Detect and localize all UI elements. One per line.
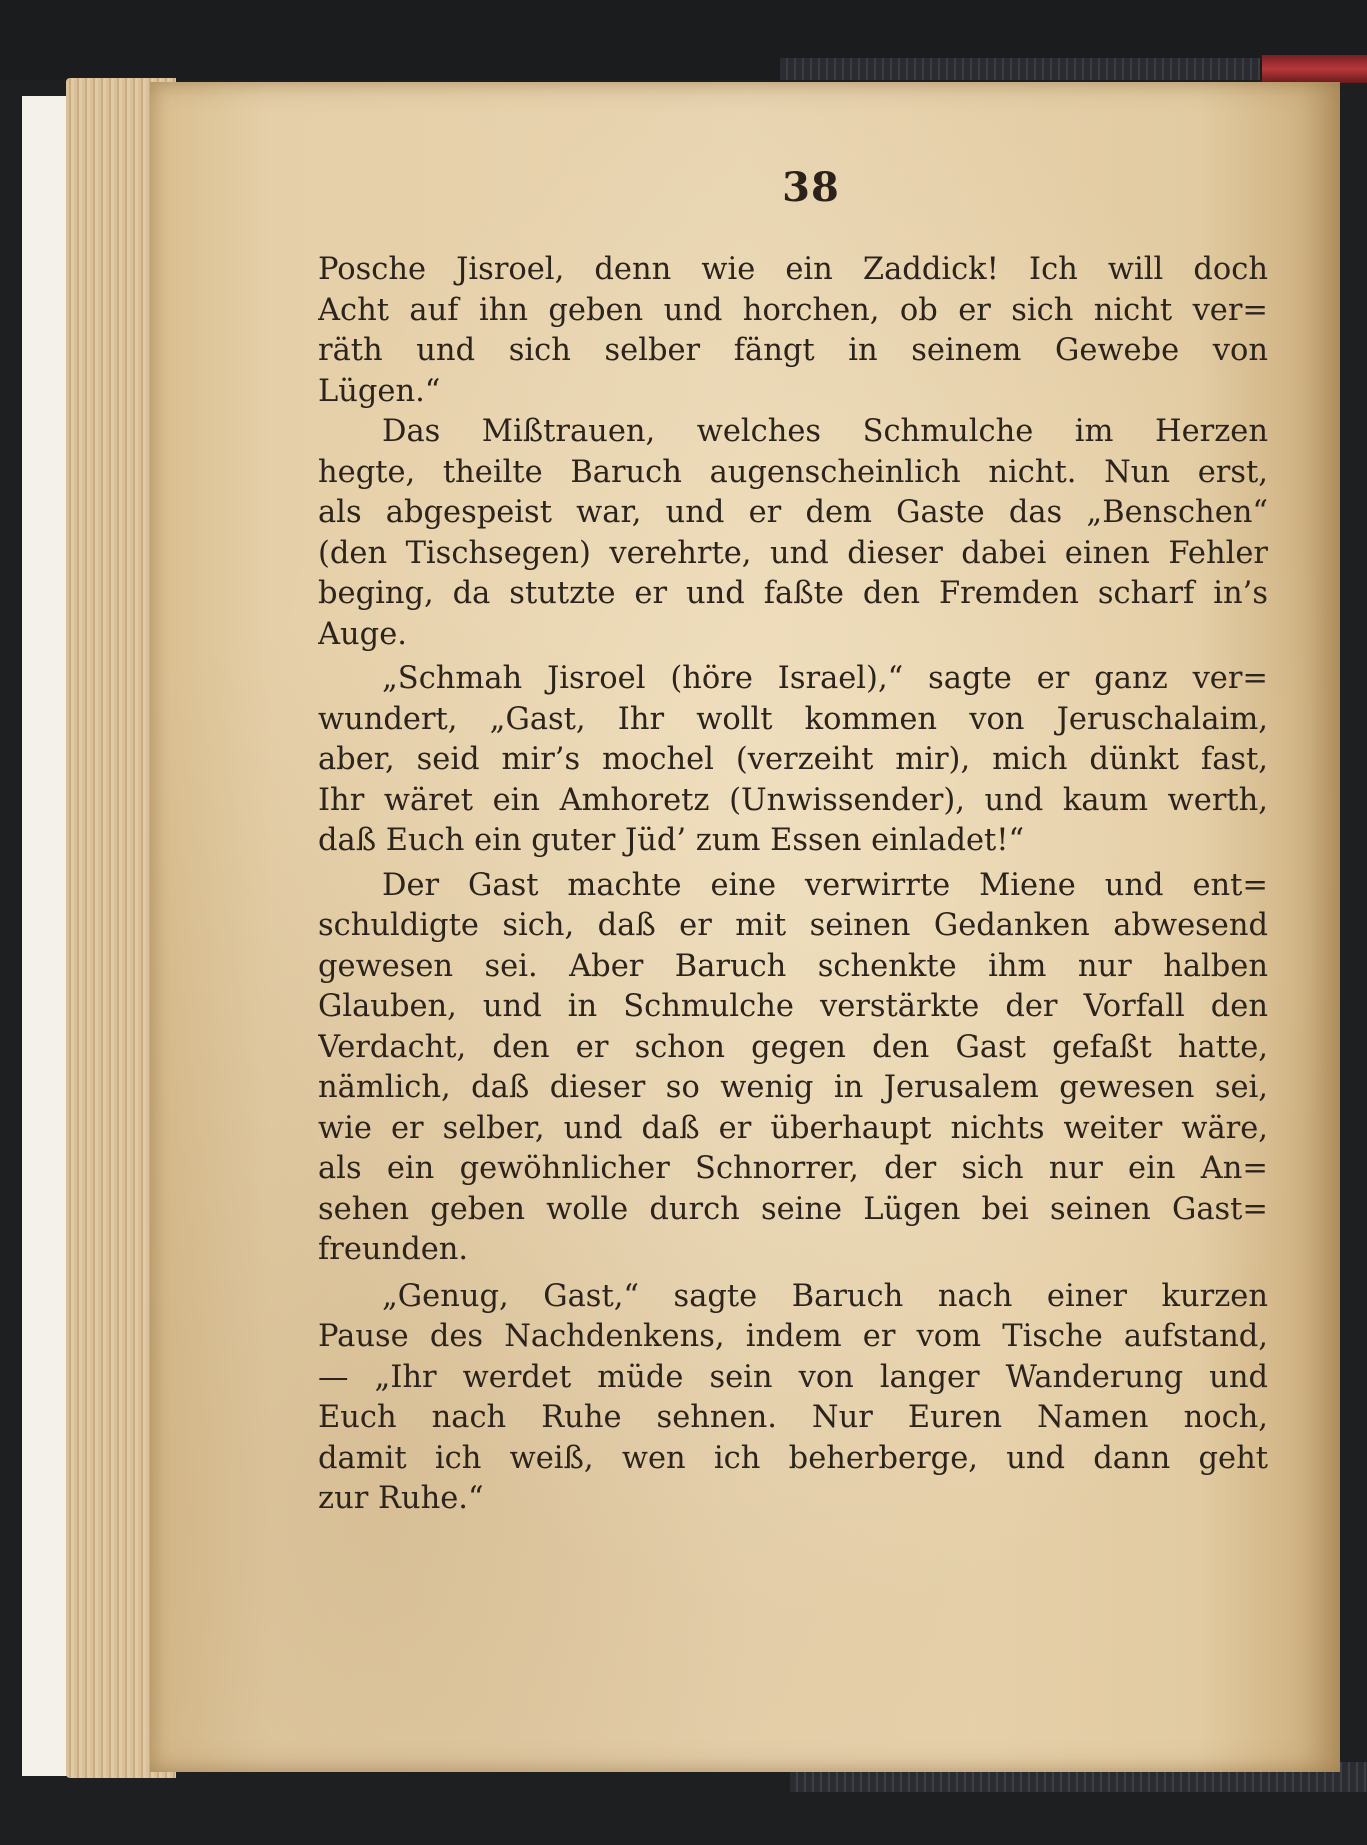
body-text xyxy=(318,250,1268,1520)
text-line: nämlich, daß dieser so wenig in Jerusalem gewesen sei, xyxy=(318,1070,1268,1105)
text-line: Das Mißtrauen, welches Schmulche im Herzen xyxy=(382,414,1268,449)
text-line: Auge. xyxy=(318,616,407,652)
text-line: wie er selber, und daß er überhaupt nichts weiter wäre, xyxy=(318,1110,1268,1146)
page-number: 38 xyxy=(782,164,840,211)
text-line: schuldigte sich, daß er mit seinen Gedanken abwesend xyxy=(318,908,1268,943)
book-page xyxy=(150,82,1340,1772)
text-line: als abgespeist war, und er dem Gaste das „Benschen“ xyxy=(318,495,1268,530)
text-line: daß Euch ein guter Jüd’ zum Essen einladet!“ xyxy=(318,823,1025,858)
cover-cloth-band-top xyxy=(780,58,1260,80)
text-line: räth und sich selber fängt in seinem Gewebe von xyxy=(318,333,1268,368)
text-line: sehen geben wolle durch seine Lügen bei seinen Gast= xyxy=(318,1191,1268,1227)
text-line: freunden. xyxy=(318,1232,469,1267)
text-line: — „Ihr werdet müde sein von langer Wanderung und xyxy=(318,1359,1268,1395)
flyleaf-edge xyxy=(22,96,71,1776)
text-line: gewesen sei. Aber Baruch schenkte ihm nur halben xyxy=(318,948,1268,984)
text-line: aber, seid mir’s mochel (verzeiht mir), mich dünkt fast, xyxy=(318,742,1268,777)
text-line: Lügen.“ xyxy=(318,373,441,409)
text-line: hegte, theilte Baruch augenscheinlich nicht. Nun erst, xyxy=(318,454,1268,490)
red-page-marker xyxy=(1262,55,1367,83)
text-line: (den Tischsegen) verehrte, und dieser dabei einen Fehler xyxy=(318,535,1268,571)
text-line: Glauben, und in Schmulche verstärkte der Vorfall den xyxy=(318,989,1268,1024)
text-line: Posche Jisroel, denn wie ein Zaddick! Ich will doch xyxy=(318,252,1268,287)
text-line: Acht auf ihn geben und horchen, ob er sich nicht ver= xyxy=(318,292,1268,328)
paragraph xyxy=(318,659,1268,862)
text-line: „Schmah Jisroel (höre Israel),“ sagte er ganz ver= xyxy=(382,661,1268,696)
text-line: „Genug, Gast,“ sagte Baruch nach einer kurzen xyxy=(382,1278,1268,1314)
text-line: damit ich weiß, wen ich beherberge, und dann geht xyxy=(318,1440,1268,1476)
paragraph xyxy=(318,1277,1268,1520)
paragraph xyxy=(318,250,1268,412)
text-line: Pause des Nachdenkens, indem er vom Tische aufstand, xyxy=(318,1319,1268,1354)
text-line: Euch nach Ruhe sehnen. Nur Euren Namen noch, xyxy=(318,1400,1268,1435)
text-line: Verdacht, den er schon gegen den Gast gefaßt hatte, xyxy=(318,1029,1268,1065)
text-line: zur Ruhe.“ xyxy=(318,1481,484,1516)
text-line: Der Gast machte eine verwirrte Miene und ent= xyxy=(382,867,1268,903)
text-line: als ein gewöhnlicher Schnorrer, der sich nur ein An= xyxy=(318,1151,1268,1186)
paragraph xyxy=(318,412,1268,655)
text-line: beging, da stutzte er und faßte den Fremden scharf in’s xyxy=(318,576,1268,611)
text-line: Ihr wäret ein Amhoretz (Unwissender), und kaum werth, xyxy=(318,782,1268,818)
paragraph xyxy=(318,866,1268,1271)
text-line: wundert, „Gast, Ihr wollt kommen von Jeruschalaim, xyxy=(318,701,1268,737)
